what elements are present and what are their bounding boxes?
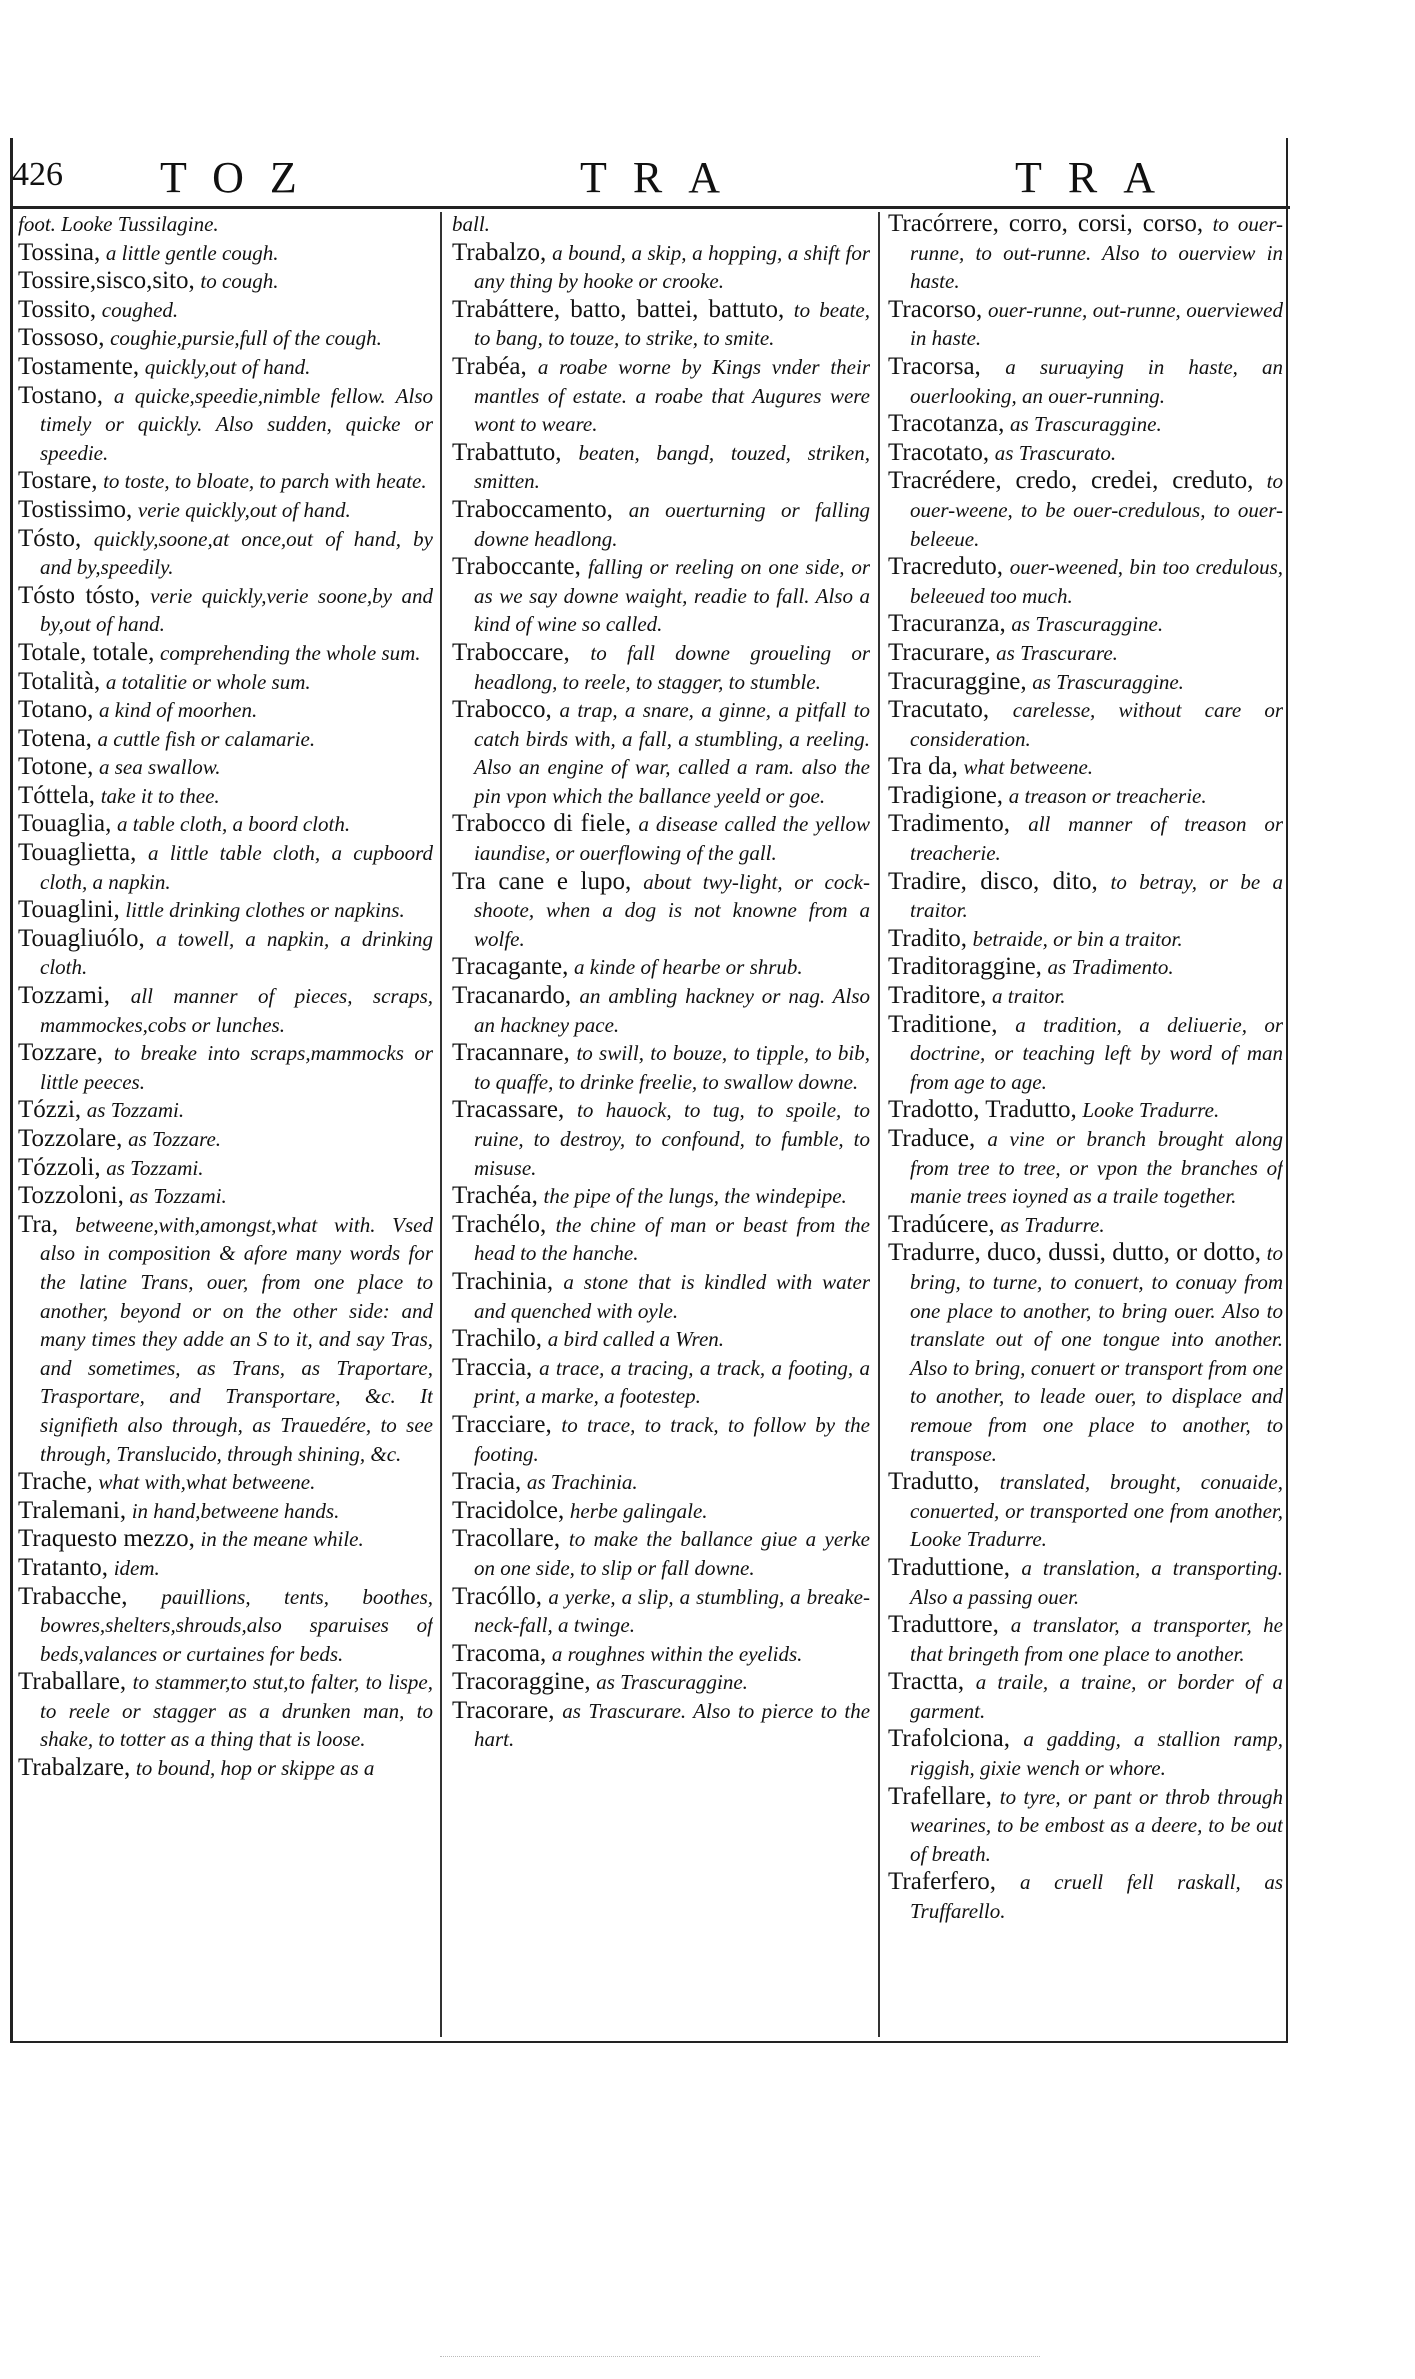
entry-headword: Traduttore, [888, 1611, 999, 1639]
entry-definition: a cruell fell raskall, as Truffarello. [910, 1870, 1283, 1924]
entry-headword: Tradigione, [888, 781, 1004, 809]
dictionary-entry [452, 1697, 870, 1754]
page-header [0, 148, 1300, 208]
dictionary-entry [888, 1239, 1283, 1468]
dictionary-entry [888, 953, 1283, 982]
entry-definition: to ouer-weene, to be ouer-credulous, to ouer-beleeue. [910, 469, 1283, 551]
entry-definition: what betweene. [963, 755, 1094, 780]
dictionary-entry [18, 896, 433, 925]
entry-headword: Tracciare, [452, 1410, 552, 1438]
dictionary-entry [18, 810, 433, 839]
entry-headword: Tra cane e lupo, [452, 867, 632, 895]
entry-headword: Tracassare, [452, 1096, 565, 1124]
entry-definition: ball. [452, 212, 490, 236]
dictionary-entry [452, 982, 870, 1039]
entry-definition: as Trascurare. [996, 640, 1118, 665]
dictionary-entry [888, 1611, 1283, 1668]
entry-headword: Tra da, [888, 753, 958, 781]
entry-definition: an ouerturning or falling downe headlong. [474, 497, 870, 551]
entry-headword: Trabattuto, [452, 438, 562, 466]
entry-definition: a kinde of hearbe or shrub. [574, 955, 803, 980]
entry-headword: Tracorso, [888, 295, 983, 323]
entry-headword: Touaglietta, [18, 839, 137, 867]
entry-definition: as Tozzare. [128, 1127, 222, 1151]
entry-headword: Trachélo, [452, 1210, 547, 1238]
entry-definition: a tradition, a deliuerie, or doctrine, or teaching left by word of man from age to age. [910, 1012, 1283, 1094]
entry-definition: as Trascuraggine. [596, 1670, 748, 1695]
entry-headword: Trabalzo, [452, 238, 547, 266]
entry-definition: about twy-light, or cock-shoote, when a dog is not knowne from a wolfe. [474, 869, 870, 951]
dictionary-entry [888, 810, 1283, 867]
entry-definition: translated, brought, conuaide, conuerted, or transported one from another, Looke Tradurre. [910, 1470, 1283, 1552]
entry-definition: as Tradurre. [1000, 1212, 1105, 1237]
dictionary-entry [888, 1554, 1283, 1611]
entry-headword: Trafellare, [888, 1782, 992, 1810]
dictionary-entry [452, 1039, 870, 1096]
entry-headword: Traferfero, [888, 1868, 997, 1896]
entry-headword: Traditione, [888, 1010, 998, 1038]
dictionary-entry [888, 868, 1283, 925]
dictionary-entry [888, 696, 1283, 753]
dictionary-entry [888, 925, 1283, 954]
entry-headword: Tozzolare, [18, 1125, 123, 1152]
dictionary-entry [888, 439, 1283, 468]
entry-headword: Tostamente, [18, 352, 140, 380]
entry-headword: Tracórrere, corro, corsi, corso, [888, 210, 1204, 237]
dictionary-entry [452, 239, 870, 296]
dictionary-entry [452, 1411, 870, 1468]
entry-headword: Trabacche, [18, 1582, 128, 1610]
entry-definition: as Trascurare. Also to pierce to the hart. [474, 1698, 870, 1752]
dictionary-entry [452, 868, 870, 954]
dictionary-entry [888, 1783, 1283, 1869]
dictionary-entry [18, 1154, 433, 1183]
entry-definition: to beate, to bang, to touze, to strike, to smite. [474, 297, 870, 351]
entry-definition: to betray, or be a traitor. [910, 869, 1283, 923]
entry-definition: a translator, a transporter, he that bringeth from one place to another. [910, 1613, 1283, 1666]
entry-headword: Tradúcere, [888, 1210, 995, 1238]
dictionary-entry [452, 1325, 870, 1354]
entry-headword: Tracagante, [452, 953, 569, 981]
entry-headword: Traballare, [18, 1668, 127, 1696]
entry-definition: to trace, to track, to follow by the footing. [474, 1412, 870, 1466]
entry-definition: falling or reeling on one side, or as we say downe waight, readie to fall. Also a kind of wine so called. [474, 555, 870, 637]
dictionary-entry [452, 1497, 870, 1526]
entry-definition: a treason or treacherie. [1008, 783, 1207, 808]
dictionary-entry [18, 1096, 433, 1125]
dictionary-entry [452, 639, 870, 696]
entry-definition: a bird called a Wren. [547, 1327, 725, 1352]
dictionary-entry [18, 1497, 433, 1526]
entry-headword: Tracuranza, [888, 610, 1006, 638]
entry-definition: quickly,out of hand. [144, 354, 311, 379]
entry-definition: verie quickly,verie soone,by and by,out of hand. [40, 583, 433, 637]
entry-definition: pauillions, tents, boothes, bowres,shelters,shrouds,also sparuises of beds,valances or curtaines for beds. [40, 1584, 433, 1666]
dictionary-entry [888, 467, 1283, 553]
dictionary-entry [888, 410, 1283, 439]
entry-headword: Tralemani, [18, 1496, 127, 1524]
entry-definition: carelesse, without care or consideration. [910, 698, 1283, 751]
header-center-guideword: TRA [580, 153, 746, 202]
entry-headword: Trabáttere, batto, battei, battuto, [452, 295, 785, 323]
dictionary-entry [18, 496, 433, 525]
entry-headword: Totano, [18, 696, 94, 724]
entry-definition: a towell, a napkin, a drinking cloth. [40, 926, 433, 980]
entry-definition: betraide, or bin a traitor. [972, 926, 1183, 951]
entry-definition: a cuttle fish or calamarie. [97, 726, 316, 751]
dictionary-entry [18, 1554, 433, 1583]
entry-definition: a translation, a transporting. Also a passing ouer. [910, 1555, 1283, 1609]
entry-definition: a totalitie or whole sum. [105, 669, 311, 694]
entry-definition: all manner of pieces, scraps, mammockes,cobs or lunches. [40, 984, 433, 1037]
dictionary-entry [18, 725, 433, 754]
entry-headword: Traboccante, [452, 553, 581, 581]
dictionary-entry [888, 1011, 1283, 1097]
entry-headword: Tósto, [18, 524, 82, 552]
dictionary-entry [888, 553, 1283, 610]
dictionary-entry [452, 1468, 870, 1497]
entry-definition: a sea swallow. [98, 755, 221, 780]
entry-definition: a trace, a tracing, a track, a footing, a print, a marke, a footestep. [474, 1355, 870, 1409]
dictionary-entry [18, 324, 433, 353]
entry-definition: to toste, to bloate, to parch with heate. [103, 469, 427, 494]
entry-headword: Traboccare, [452, 638, 570, 666]
dictionary-entry [18, 210, 433, 239]
entry-headword: Tradutto, [888, 1468, 980, 1496]
entry-headword: Trabocco, [452, 696, 552, 724]
dictionary-entry [18, 982, 433, 1039]
entry-definition: a traitor. [992, 984, 1066, 1009]
dictionary-entry [452, 1182, 870, 1211]
dictionary-entry [452, 1354, 870, 1411]
dictionary-entry [18, 353, 433, 382]
entry-headword: Tracóllo, [452, 1582, 543, 1610]
entry-headword: Tracannare, [452, 1039, 570, 1067]
entry-headword: Trachéa, [452, 1182, 538, 1210]
dictionary-entry [18, 582, 433, 639]
dictionary-entry [888, 1668, 1283, 1725]
entry-headword: Tradurre, duco, dussi, dutto, or dotto, [888, 1239, 1261, 1267]
dictionary-entry [18, 753, 433, 782]
dictionary-entry [888, 1868, 1283, 1925]
dictionary-entry [452, 496, 870, 553]
entry-headword: Tratanto, [18, 1553, 109, 1581]
entry-definition: a little table cloth, a cupboord cloth, a napkin. [40, 841, 433, 894]
dictionary-entry [18, 1211, 433, 1468]
dictionary-entry [888, 639, 1283, 668]
entry-headword: Trache, [18, 1468, 93, 1496]
entry-headword: Tracurare, [888, 638, 991, 666]
entry-definition: a little gentle cough. [105, 240, 279, 265]
entry-headword: Tracoraggine, [452, 1668, 591, 1696]
dictionary-entry [18, 696, 433, 725]
entry-headword: Tostissimo, [18, 495, 133, 523]
entry-headword: Tossoso, [18, 324, 105, 352]
dictionary-entry [888, 296, 1283, 353]
entry-definition: ouer-runne, out-runne, ouerviewed in haste. [910, 297, 1283, 351]
entry-headword: Tradotto, Tradutto, [888, 1096, 1077, 1124]
dictionary-entry [452, 953, 870, 982]
entry-definition: take it to thee. [100, 783, 220, 808]
dictionary-entry [888, 1468, 1283, 1554]
entry-definition: a disease called the yellow iaundise, or ouerflowing of the gall. [474, 812, 870, 866]
dictionary-entry [452, 1583, 870, 1640]
entry-headword: Tossire,sisco,sito, [18, 267, 195, 295]
entry-definition: the pipe of the lungs, the windepipe. [543, 1184, 847, 1209]
entry-definition: the chine of man or beast from the head to the hanche. [474, 1212, 870, 1266]
dictionary-entry [452, 1668, 870, 1697]
entry-headword: Tracrédere, credo, credei, creduto, [888, 467, 1254, 495]
entry-headword: Tracuraggine, [888, 667, 1027, 695]
entry-headword: Tracanardo, [452, 982, 572, 1010]
entry-definition: a bound, a skip, a hopping, a shift for any thing by hooke or crooke. [474, 240, 870, 294]
dictionary-entry [18, 639, 433, 668]
entry-definition: as Trascuraggine. [1011, 612, 1164, 637]
entry-definition: in hand,betweene hands. [131, 1498, 340, 1523]
entry-definition: verie quickly,out of hand. [137, 497, 351, 522]
entry-headword: Tossina, [18, 238, 101, 266]
entry-definition: a quicke,speedie,nimble fellow. Also timely or quickly. Also sudden, quicke or speedie. [40, 383, 433, 465]
entry-definition: as Tradimento. [1047, 955, 1174, 980]
header-rule [10, 206, 1290, 209]
column-1 [18, 210, 433, 2035]
header-right-guideword: TRA [1015, 153, 1181, 202]
entry-headword: Trabocco di fiele, [452, 810, 632, 838]
entry-headword: Tossito, [18, 295, 97, 323]
entry-definition: to tyre, or pant or throb through wearines, to be embost as a deere, to be out of breath. [910, 1784, 1283, 1866]
entry-definition: a table cloth, a boord cloth. [116, 812, 351, 837]
dictionary-entry [888, 782, 1283, 811]
dictionary-entry [452, 439, 870, 496]
dictionary-entry [18, 925, 433, 982]
entry-definition: a roabe worne by Kings vnder their mantles of estate. a roabe that Augures were wont to weare. [474, 354, 870, 437]
entry-definition: all manner of treason or treacherie. [910, 812, 1283, 866]
entry-definition: Looke Tradurre. [1082, 1098, 1220, 1123]
entry-headword: Trafolciona, [888, 1725, 1010, 1753]
entry-definition: coughed. [101, 297, 179, 322]
dictionary-entry [888, 210, 1283, 296]
entry-headword: Tósto tósto, [18, 581, 141, 609]
entry-definition: as Tozzami. [86, 1098, 185, 1123]
dictionary-entry [452, 696, 870, 810]
entry-headword: Traditoraggine, [888, 953, 1042, 981]
entry-headword: Tracorare, [452, 1696, 555, 1724]
dictionary-entry [18, 1754, 433, 1783]
dictionary-entry [452, 1268, 870, 1325]
entry-headword: Tozzami, [18, 982, 110, 1010]
dictionary-entry [18, 1468, 433, 1497]
entry-definition: in the meane while. [200, 1527, 364, 1552]
entry-definition: herbe galingale. [569, 1498, 708, 1523]
dictionary-entry [888, 1125, 1283, 1211]
entry-definition: a roughnes within the eyelids. [551, 1641, 803, 1666]
entry-definition: a trap, a snare, a ginne, a pitfall to catch birds with, a fall, a stumbling, a reeling. Also an engine of war, called a ram. also the pin vpon which the ballance yeeld or goe. [474, 698, 870, 808]
entry-headword: Traccia, [452, 1353, 533, 1381]
entry-definition: to stammer,to stut,to falter, to lispe, to reele or stagger as a drunken man, to shake, to totter as a thing that is loose. [40, 1670, 433, 1752]
dictionary-entry [18, 239, 433, 268]
dictionary-entry [452, 1525, 870, 1582]
entry-headword: Tracorsa, [888, 352, 981, 380]
entry-definition: to hauock, to tug, to spoile, to ruine, to destroy, to confound, to fumble, to misuse. [474, 1098, 870, 1180]
dictionary-entry [452, 810, 870, 867]
dictionary-entry [452, 1096, 870, 1182]
dictionary-entry [18, 1182, 433, 1211]
footer-rule [440, 2356, 1040, 2357]
entry-definition: a yerke, a slip, a stumbling, a breake-neck-fall, a twinge. [474, 1584, 870, 1638]
entry-headword: Tózzoli, [18, 1153, 101, 1181]
dictionary-entry [888, 1096, 1283, 1125]
dictionary-entry [888, 982, 1283, 1011]
entry-headword: Tracoma, [452, 1639, 547, 1667]
column-2 [452, 210, 870, 2035]
entry-definition: to make the ballance giue a yerke on one side, to slip or fall downe. [474, 1527, 870, 1580]
entry-headword: Traditore, [888, 982, 987, 1010]
entry-definition: to breake into scraps,mammocks or little peeces. [40, 1041, 433, 1094]
entry-headword: Tra, [18, 1210, 59, 1238]
entry-headword: Totalità, [18, 667, 101, 695]
entry-headword: Tostano, [18, 381, 104, 409]
dictionary-entry [452, 553, 870, 639]
dictionary-entry [18, 1583, 433, 1669]
entry-headword: Trachinia, [452, 1267, 554, 1295]
entry-definition: to ouer-runne, to out-runne. Also to ouerview in haste. [910, 212, 1283, 294]
dictionary-entry [18, 1125, 433, 1154]
dictionary-entry [18, 782, 433, 811]
dictionary-entry [888, 1211, 1283, 1240]
column-3 [888, 210, 1283, 2035]
entry-definition: a traile, a traine, or border of a garment. [910, 1670, 1283, 1723]
entry-definition: a vine or branch brought along from tree to tree, or vpon the branches of manie trees ioyned as a traile together. [910, 1127, 1283, 1209]
entry-headword: Traquesto mezzo, [18, 1525, 195, 1553]
header-left-guideword: TOZ [160, 153, 323, 202]
entry-definition: to swill, to bouze, to tipple, to bib, to quaffe, to drinke freelie, to swallow downe. [474, 1041, 870, 1094]
entry-definition: ouer-weened, bin too credulous, beleeued too much. [910, 555, 1283, 608]
entry-headword: Trabéa, [452, 352, 527, 380]
dictionary-entry [18, 267, 433, 296]
entry-headword: Tradito, [888, 924, 967, 952]
entry-definition: foot. Looke Tussilagine. [18, 212, 219, 236]
dictionary-entry [452, 1211, 870, 1268]
entry-definition: idem. [113, 1555, 160, 1580]
entry-headword: Tradire, disco, dito, [888, 867, 1098, 895]
entry-definition: to bound, hop or skippe as a [135, 1756, 375, 1781]
entry-headword: Traduttione, [888, 1553, 1010, 1581]
dictionary-entry [18, 296, 433, 325]
dictionary-entry [452, 210, 870, 239]
entry-headword: Tozzare, [18, 1039, 103, 1067]
dictionary-entry [452, 353, 870, 439]
entry-definition: as Tozzami. [106, 1155, 204, 1180]
dictionary-entry [18, 1668, 433, 1754]
dictionary-entry [888, 353, 1283, 410]
entry-definition: beaten, bangd, touzed, striken, smitten. [474, 440, 870, 494]
entry-headword: Touaglini, [18, 896, 120, 924]
entry-headword: Tózzi, [18, 1096, 82, 1124]
entry-definition: quickly,soone,at once,out of hand, by and by,speedily. [40, 526, 433, 580]
entry-definition: as Trascurato. [994, 440, 1117, 465]
entry-headword: Tracollare, [452, 1525, 561, 1553]
entry-definition: as Tozzami. [129, 1184, 227, 1209]
entry-definition: coughie,pursie,full of the cough. [110, 326, 382, 351]
entry-headword: Tractta, [888, 1668, 965, 1696]
entry-headword: Tracreduto, [888, 553, 1004, 581]
entry-headword: Traduce, [888, 1125, 976, 1152]
entry-headword: Totone, [18, 753, 94, 781]
dictionary-entry [888, 610, 1283, 639]
entry-headword: Totale, totale, [18, 638, 155, 666]
dictionary-entry [18, 1525, 433, 1554]
dictionary-entry [18, 525, 433, 582]
entry-definition: as Trachinia. [526, 1470, 638, 1495]
entry-definition: to fall downe groueling or headlong, to reele, to stagger, to stumble. [474, 640, 870, 694]
entry-headword: Tozzoloni, [18, 1182, 124, 1210]
entry-headword: Tracia, [452, 1468, 522, 1496]
entry-definition: a stone that is kindled with water and quenched with oyle. [474, 1269, 870, 1323]
entry-definition: as Trascuraggine. [1032, 669, 1184, 694]
dictionary-entry [18, 839, 433, 896]
dictionary-entry [18, 467, 433, 496]
entry-definition: to bring, to turne, to conuert, to conuay from one place to another, to bring ouer. Also to translate out of one tongue into another. Also to bring, conuert or transport from one to another, to leade ouer, to displace and remoue from one place to another, to transpose. [910, 1241, 1283, 1466]
entry-headword: Touaglia, [18, 810, 112, 838]
dictionary-entry [452, 296, 870, 353]
dictionary-entry [18, 668, 433, 697]
entry-headword: Totena, [18, 724, 92, 752]
entry-definition: a suruaying in haste, an ouerlooking, an ouer-running. [910, 354, 1283, 408]
dictionary-entry [18, 382, 433, 468]
entry-headword: Tracotanza, [888, 410, 1005, 438]
entry-headword: Touagliuólo, [18, 924, 145, 952]
entry-definition: as Trascuraggine. [1010, 412, 1162, 437]
entry-headword: Trabalzare, [18, 1754, 131, 1782]
entry-headword: Traboccamento, [452, 495, 613, 523]
dictionary-entry [18, 1039, 433, 1096]
column-divider-left [440, 212, 442, 2037]
dictionary-entry [888, 668, 1283, 697]
entry-headword: Tostare, [18, 467, 98, 495]
entry-headword: Tradimento, [888, 810, 1010, 838]
entry-headword: Tracotato, [888, 438, 990, 466]
entry-headword: Tracutato, [888, 696, 990, 724]
entry-definition: to cough. [200, 269, 279, 294]
entry-definition: betweene,with,amongst,what with. Vsed also in composition & afore many words for the latine Trans, ouer, from one place to another, beyond or on the other side: and many times they adde an S to it, and say Tras, and sometimes, as Trans, as Traportare, Trasportare, and Transportare, &c. It signifieth also through, as Trauedére, to see through, Translucido, through shining, &c. [40, 1212, 433, 1466]
page-number: 426 [12, 156, 63, 193]
entry-definition: comprehending the whole sum. [160, 640, 421, 665]
entry-definition: an ambling hackney or nag. Also an hackney pace. [474, 984, 870, 1037]
dictionary-entry [888, 753, 1283, 782]
entry-definition: a kind of moorhen. [98, 698, 258, 723]
column-divider-right [878, 212, 880, 2037]
dictionary-entry [888, 1725, 1283, 1782]
entry-headword: Trachilo, [452, 1325, 543, 1353]
entry-headword: Tracidolce, [452, 1496, 565, 1524]
dictionary-entry [452, 1640, 870, 1669]
entry-definition: a gadding, a stallion ramp, riggish, gixie wench or whore. [910, 1727, 1283, 1781]
entry-definition: little drinking clothes or napkins. [125, 898, 405, 923]
entry-headword: Tóttela, [18, 781, 96, 809]
entry-definition: what with,what betweene. [98, 1470, 316, 1495]
